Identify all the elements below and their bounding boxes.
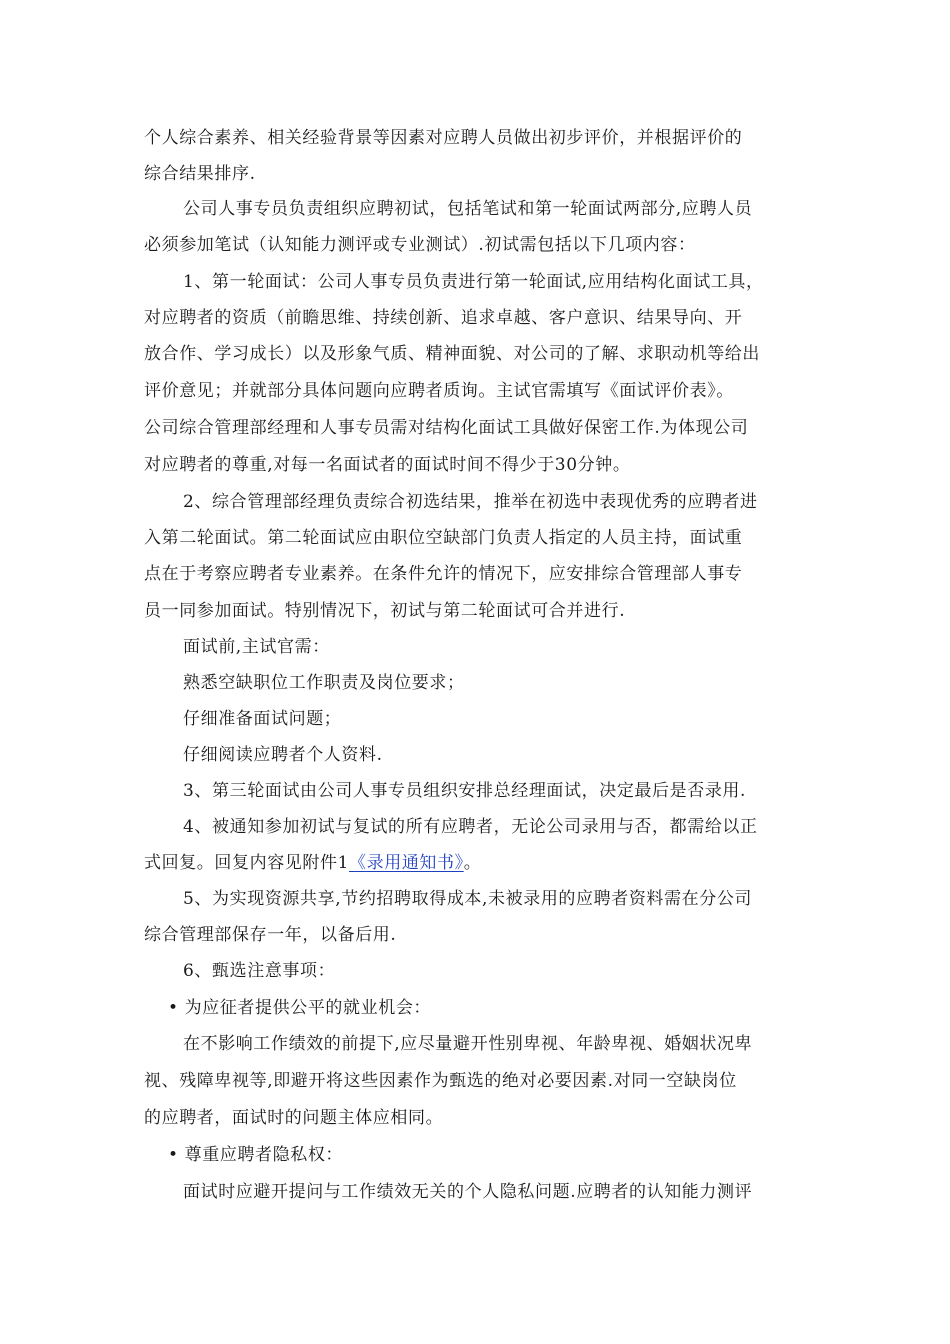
text-line: 视、残障卑视等,即避开将这些因素作为甄选的绝对必要因素.对同一空缺岗位 (144, 1071, 737, 1091)
text-line: 熟悉空缺职位工作职责及岗位要求； (183, 673, 465, 693)
text-line: 个人综合素养、相关经验背景等因素对应聘人员做出初步评价，并根据评价的 (144, 128, 743, 148)
link-trailing-punctuation: 。 (463, 853, 482, 873)
text-line: 评价意见；并就部分具体问题向应聘者质询。主试官需填写《面试评价表》。 (144, 381, 734, 401)
text-line: 公司人事专员负责组织应聘初试，包括笔试和第一轮面试两部分,应聘人员 (183, 199, 753, 219)
text-line: 员一同参加面试。特别情况下，初试与第二轮面试可合并进行. (144, 601, 626, 621)
text-line: 4、被通知参加初试与复试的所有应聘者，无论公司录用与否，都需给以正 (183, 817, 758, 837)
text-line: 6、甄选注意事项： (183, 961, 336, 981)
text-line: 公司综合管理部经理和人事专员需对结构化面试工具做好保密工作.为体现公司 (144, 418, 749, 438)
text-line: 在不影响工作绩效的前提下,应尽量避开性别卑视、年龄卑视、婚姻状况卑 (183, 1034, 753, 1054)
text-line: 2、综合管理部经理负责综合初选结果，推举在初选中表现优秀的应聘者进 (183, 492, 758, 512)
text-line: 对应聘者的资质（前瞻思维、持续创新、追求卓越、客户意识、结果导向、开 (144, 308, 743, 328)
text-line: 式回复。回复内容见附件1 (144, 853, 350, 873)
text-line: 点在于考察应聘者专业素养。在条件允许的情况下，应安排综合管理部人事专 (144, 564, 743, 584)
text-line: 综合结果排序. (144, 164, 256, 184)
bullet-item: • 尊重应聘者隐私权： (168, 1145, 344, 1165)
text-line: 3、第三轮面试由公司人事专员组织安排总经理面试，决定最后是否录用. (183, 781, 747, 801)
text-line: 1、第一轮面试：公司人事专员负责进行第一轮面试,应用结构化面试工具， (183, 272, 764, 292)
text-line: 对应聘者的尊重,对每一名面试者的面试时间不得少于30分钟。 (144, 455, 631, 475)
text-line: 仔细准备面试问题； (183, 709, 342, 729)
text-line: 入第二轮面试。第二轮面试应由职位空缺部门负责人指定的人员主持，面试重 (144, 528, 743, 548)
text-line: 面试时应避开提问与工作绩效无关的个人隐私问题.应聘者的认知能力测评 (183, 1182, 753, 1202)
text-line: 面试前,主试官需： (183, 637, 330, 657)
offer-letter-link[interactable]: 《录用通知书》 (349, 853, 464, 873)
text-line: 放合作、学习成长）以及形象气质、精神面貌、对公司的了解、求职动机等给出 (144, 344, 760, 364)
text-line: 必须参加笔试（认知能力测评或专业测试）.初试需包括以下几项内容： (144, 235, 696, 255)
text-line: 仔细阅读应聘者个人资料. (183, 745, 383, 765)
text-line-with-link (144, 851, 481, 875)
text-line: 的应聘者，面试时的问题主体应相同。 (144, 1108, 444, 1128)
bullet-item: • 为应征者提供公平的就业机会： (168, 998, 432, 1018)
text-line: 综合管理部保存一年，以备后用. (144, 925, 397, 945)
text-line: 5、为实现资源共享,节约招聘取得成本,未被录用的应聘者资料需在分公司 (183, 889, 753, 909)
